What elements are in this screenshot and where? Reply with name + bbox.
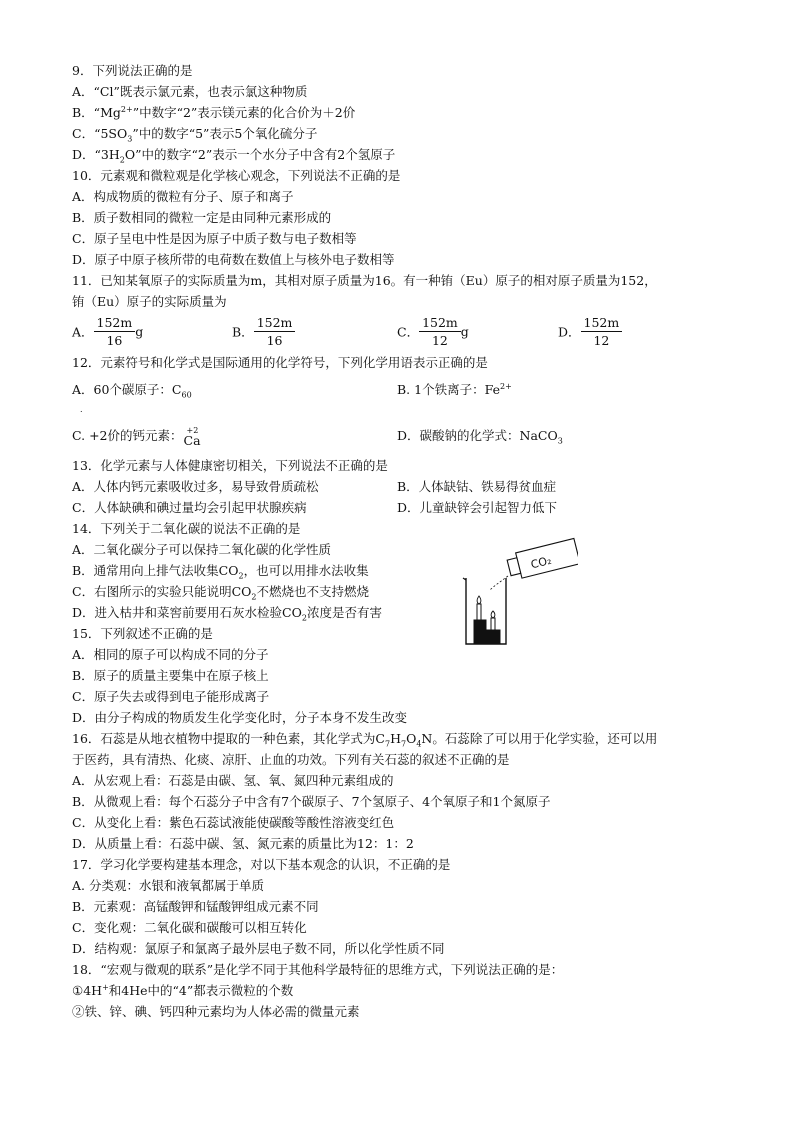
q11-d-numerator: 152m <box>581 314 623 332</box>
q14-d-post: 浓度是否有害 <box>306 605 382 620</box>
co2-bottle <box>506 538 578 580</box>
q12-a-pre: A．60个碳原子：C <box>72 382 182 397</box>
q14-option-a: A．二氧化碳分子可以保持二氧化碳的化学性质 <box>72 542 332 557</box>
q11-stem-line1: 11．已知某氧原子的实际质量为m，其相对原子质量为16。有一种铕（Eu）原子的相对原子质量为152， <box>72 273 657 288</box>
q14-c-post: 不燃烧也不支持燃烧 <box>256 584 369 599</box>
q11-c-label: C． <box>397 324 420 340</box>
q14-stem: 14．下列关于二氧化碳的说法不正确的是 <box>72 521 301 536</box>
q12-option-a <box>72 382 192 398</box>
q11-b-numerator: 152m <box>254 314 296 332</box>
q11-b-denominator: 16 <box>266 333 283 348</box>
q18-s1-pre: ①4H <box>72 983 103 998</box>
q14-b-sub: 2 <box>238 571 244 581</box>
q11-stem-line2: 铕（Eu）原子的实际质量为 <box>72 294 227 309</box>
q11-option-c <box>397 314 469 349</box>
q16-stem-pre: 16．石蕊是从地衣植物中提取的一种色素，其化学式为C <box>72 731 385 746</box>
q12-option-c <box>72 428 201 446</box>
q12-b-pre: B. 1个铁离子：Fe <box>397 382 500 397</box>
q17-option-d: D．结构观：氯原子和氯离子最外层电子数不同，所以化学性质不同 <box>72 941 445 956</box>
q9-c-pre: C．“5SO <box>72 126 128 141</box>
q9-b-sup: 2+ <box>120 104 133 114</box>
q12-option-b <box>397 382 512 398</box>
q11-a-numerator: 152m <box>94 314 136 332</box>
q12-d-pre: D．碳酸钠的化学式：NaCO <box>397 428 558 443</box>
q11-option-a <box>72 314 143 349</box>
q15-option-a: A．相同的原子可以构成不同的分子 <box>72 647 269 662</box>
q12-d-sub: 3 <box>557 436 563 446</box>
q15-stem: 15．下列叙述不正确的是 <box>72 626 213 641</box>
q14-option-c <box>72 584 369 600</box>
upper-candle <box>477 604 481 620</box>
q11-a-denominator: 16 <box>106 333 123 348</box>
co2-candle-figure <box>460 534 578 650</box>
q12-a-sub: 60 <box>181 390 192 400</box>
q16-stem-line2: 于医药，具有清热、化痰、凉肝、止血的功效。下列有关石蕊的叙述不正确的是 <box>72 752 510 767</box>
gas-stream <box>490 576 508 590</box>
q14-b-post: ，也可以用排水法收集 <box>243 563 369 578</box>
q16-f2: 7 <box>400 739 407 749</box>
q9-d-post: O”中的数字“2”表示一个水分子中含有2个氢原子 <box>124 147 396 162</box>
q17-stem: 17．学习化学要构建基本理念，对以下基本观念的认识，不正确的是 <box>72 857 451 872</box>
q11-c-fraction <box>419 314 461 349</box>
q11-option-d <box>558 314 622 349</box>
q16-option-d: D．从质量上看：石蕊中碳、氢、氮元素的质量比为12：1：2 <box>72 836 414 851</box>
q13-option-b: B．人体缺钴、铁易得贫血症 <box>397 479 557 494</box>
co2-bottle-label: CO₂ <box>529 553 553 572</box>
q16-fh: H <box>390 731 401 746</box>
q17-option-a: A. 分类观：水银和液氧都属于单质 <box>72 878 264 893</box>
lower-flame-icon <box>491 611 495 618</box>
q9-option-b <box>72 105 355 121</box>
q11-b-label: B． <box>232 324 254 340</box>
q11-option-b <box>232 314 295 349</box>
q14-d-pre: D．进入枯井和菜窖前要用石灰水检验CO <box>72 605 302 620</box>
q13-option-c: C．人体缺碘和碘过量均会引起甲状腺疾病 <box>72 500 307 515</box>
q17-option-b: B．元素观：高锰酸钾和锰酸钾组成元素不同 <box>72 899 319 914</box>
q10-option-a: A．构成物质的微粒有分子、原子和离子 <box>72 189 294 204</box>
q11-a-fraction <box>94 314 136 349</box>
q9-option-d <box>72 147 395 163</box>
q11-a-unit: g <box>135 324 144 339</box>
q10-stem: 10．元素观和微粒观是化学核心观念，下列说法不正确的是 <box>72 168 401 183</box>
q12-option-d <box>397 428 563 444</box>
q9-d-pre: D．“3H <box>72 147 120 162</box>
q18-s1-post: 和4He中的“4”都表示微粒的个数 <box>108 983 294 998</box>
q14-c-pre: C．右图所示的实验只能说明CO <box>72 584 252 599</box>
q11-c-denominator: 12 <box>431 333 448 348</box>
q14-c-sub: 2 <box>251 592 257 602</box>
q18-statement-2: ②铁、锌、碘、钙四种元素均为人体必需的微量元素 <box>72 1004 360 1019</box>
q11-c-unit: g <box>460 324 469 339</box>
q16-fo: O <box>406 731 417 746</box>
q14-option-d <box>72 605 382 621</box>
q11-b-fraction <box>254 314 296 349</box>
q16-option-a: A．从宏观上看：石蕊是由碳、氢、氧、氮四种元素组成的 <box>72 773 394 788</box>
q16-option-b: B．从微观上看：每个石蕊分子中含有7个碳原子、7个氢原子、4个氧原子和1个氮原子 <box>72 794 551 809</box>
q16-option-c: C．从变化上看：紫色石蕊试液能使碳酸等酸性溶液变红色 <box>72 815 395 830</box>
q12-c-pre: C. +2价的钙元素： <box>72 428 183 443</box>
lower-candle <box>491 618 495 630</box>
q9-option-c <box>72 126 317 142</box>
q9-option-a: A．“Cl”既表示氯元素，也表示氯这种物质 <box>72 84 308 99</box>
q16-stem-line1 <box>72 731 657 747</box>
q11-d-denominator: 12 <box>593 333 610 348</box>
q14-d-sub: 2 <box>301 613 307 623</box>
q15-option-b: B．原子的质量主要集中在原子核上 <box>72 668 269 683</box>
q11-c-numerator: 152m <box>419 314 461 332</box>
q15-option-d: D．由分子构成的物质发生化学变化时，分子本身不发生改变 <box>72 710 408 725</box>
q9-b-pre: B．“Mg <box>72 105 121 120</box>
q13-stem: 13．化学元素与人体健康密切相关，下列说法不正确的是 <box>72 458 388 473</box>
candle-stand <box>474 620 500 644</box>
q16-f3: 4 <box>416 739 422 749</box>
q12-c-symbol: Ca <box>183 433 201 448</box>
q16-stem-post: N。石蕊除了可以用于化学实验，还可以用 <box>421 731 658 746</box>
q9-b-post: ”中数字“2”表示镁元素的化合价为＋2价 <box>132 105 356 120</box>
q11-a-label: A． <box>72 324 94 340</box>
q10-option-b: B．质子数相同的微粒一定是由同种元素形成的 <box>72 210 332 225</box>
q13-option-a: A．人体内钙元素吸收过多，易导致骨质疏松 <box>72 479 319 494</box>
q12-c-valence: +2 <box>186 426 199 435</box>
q14-option-b <box>72 563 369 579</box>
q9-c-sub: 3 <box>127 134 133 144</box>
q11-d-label: D． <box>558 324 581 340</box>
q9-stem: 9．下列说法正确的是 <box>72 63 193 78</box>
q9-c-post: ”中的数字“5”表示5个氧化硫分子 <box>132 126 318 141</box>
q18-stem: 18．“宏观与微观的联系”是化学不同于其他科学最特征的思维方式，下列说法正确的是： <box>72 962 564 977</box>
q15-option-c: C．原子失去或得到电子能形成离子 <box>72 689 270 704</box>
q13-option-d: D．儿童缺锌会引起智力低下 <box>397 500 558 515</box>
q18-statement-1 <box>72 983 293 999</box>
q11-d-fraction <box>581 314 623 349</box>
q18-s1-sup: + <box>102 982 109 992</box>
q16-f1: 7 <box>384 739 391 749</box>
q12-stem: 12．元素符号和化学式是国际通用的化学符号，下列化学用语表示正确的是 <box>72 355 488 370</box>
stray-dot: . <box>80 405 83 414</box>
q17-option-c: C．变化观：二氧化碳和碳酸可以相互转化 <box>72 920 307 935</box>
upper-flame-icon <box>477 596 481 604</box>
q14-b-pre: B．通常用向上排气法收集CO <box>72 563 239 578</box>
q12-c-calcium-symbol <box>183 428 201 446</box>
q12-b-sup: 2+ <box>499 381 512 391</box>
q10-option-d: D．原子中原子核所带的电荷数在数值上与核外电子数相等 <box>72 252 395 267</box>
q10-option-c: C．原子呈电中性是因为原子中质子数与电子数相等 <box>72 231 357 246</box>
q9-d-sub: 2 <box>119 155 125 165</box>
